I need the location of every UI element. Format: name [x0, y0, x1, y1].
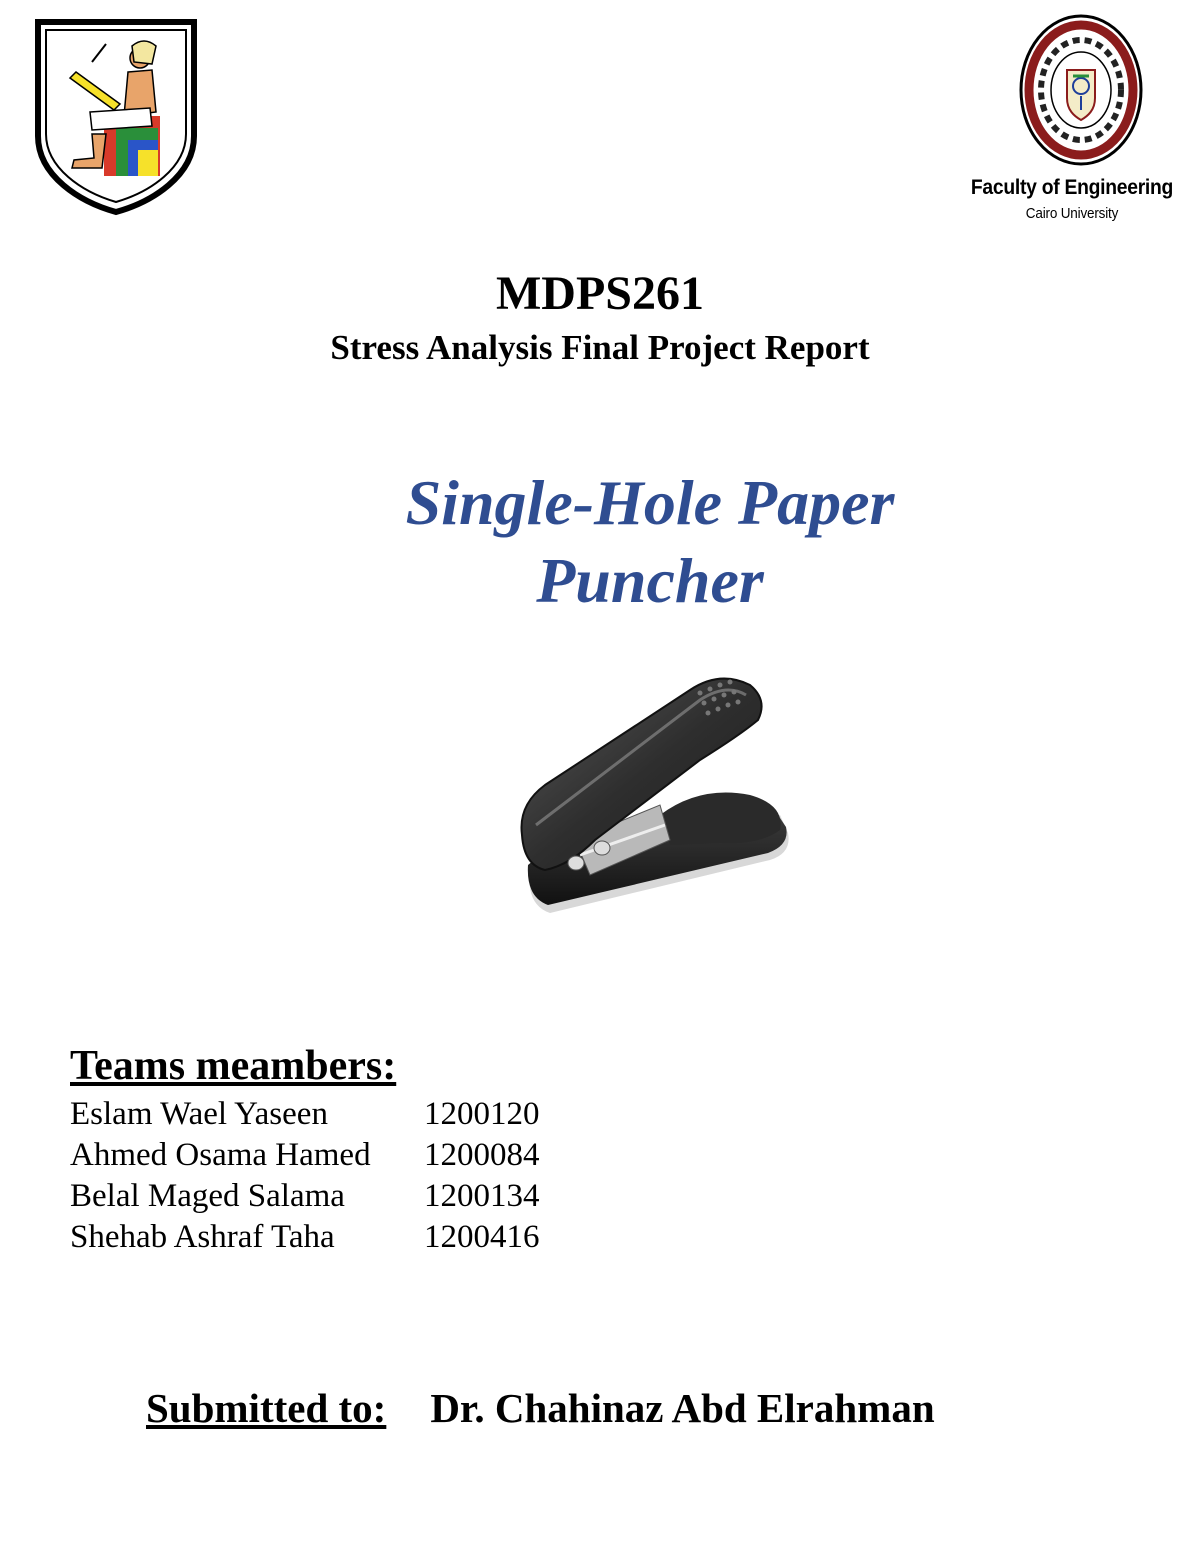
- team-member-row: [70, 1176, 540, 1217]
- submitted-recipient: Dr. Chahinaz Abd Elrahman: [430, 1385, 935, 1431]
- member-name: Ahmed Osama Hamed: [70, 1137, 371, 1173]
- project-title: Single-Hole Paper Puncher: [405, 467, 895, 616]
- submission-line: [146, 1383, 935, 1433]
- faculty-of-engineering-seal: [1018, 12, 1144, 168]
- report-title: Stress Analysis Final Project Report: [330, 328, 870, 367]
- team-heading: Teams meambers:: [70, 1043, 397, 1089]
- member-name: Shehab Ashraf Taha: [70, 1219, 335, 1255]
- university-name: Cairo University: [1025, 205, 1119, 222]
- member-id: 1200084: [424, 1137, 540, 1173]
- member-id: 1200416: [424, 1219, 540, 1255]
- member-name: Belal Maged Salama: [70, 1178, 345, 1214]
- team-member-row: [70, 1094, 540, 1135]
- team-member-row: [70, 1135, 540, 1176]
- course-code: MDPS261: [496, 267, 704, 320]
- paper-puncher-image: [500, 665, 810, 930]
- team-member-list: [70, 1094, 540, 1258]
- submitted-label: Submitted to:: [146, 1385, 387, 1431]
- cairo-university-logo: [32, 16, 200, 216]
- faculty-name: Faculty of Engineering: [970, 176, 1174, 199]
- member-name: Eslam Wael Yaseen: [70, 1096, 328, 1132]
- member-id: 1200120: [424, 1096, 540, 1132]
- team-member-row: [70, 1217, 540, 1258]
- member-id: 1200134: [424, 1178, 540, 1214]
